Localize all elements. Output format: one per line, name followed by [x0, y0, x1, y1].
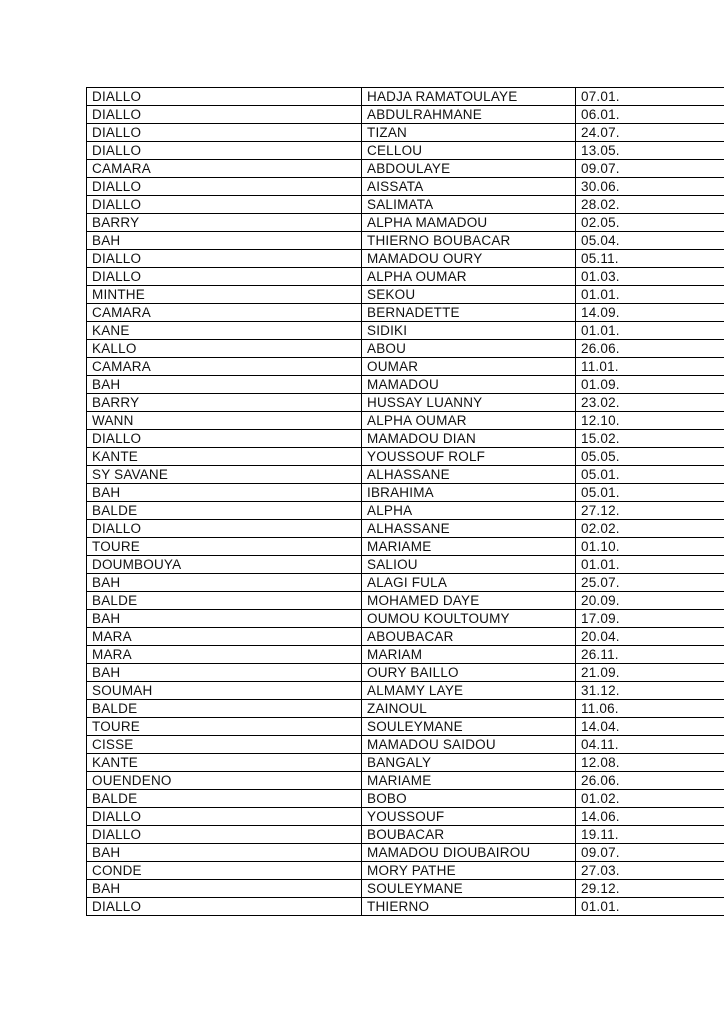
date-cell: 12.08.: [576, 754, 724, 772]
date-cell: 01.02.: [576, 790, 724, 808]
table-row: [87, 196, 724, 214]
table-row: [87, 610, 724, 628]
last-name-cell: BAH: [87, 880, 362, 898]
date-cell: 05.11.: [576, 250, 724, 268]
first-name-cell: BOBO: [362, 790, 576, 808]
first-name-cell: ABOUBACAR: [362, 628, 576, 646]
table-row: [87, 394, 724, 412]
last-name-cell: DIALLO: [87, 178, 362, 196]
last-name-cell: DIALLO: [87, 142, 362, 160]
last-name-cell: BALDE: [87, 502, 362, 520]
first-name-cell: THIERNO BOUBACAR: [362, 232, 576, 250]
date-cell: 20.04.: [576, 628, 724, 646]
first-name-cell: BANGALY: [362, 754, 576, 772]
first-name-cell: CELLOU: [362, 142, 576, 160]
first-name-cell: IBRAHIMA: [362, 484, 576, 502]
last-name-cell: DIALLO: [87, 826, 362, 844]
first-name-cell: MAMADOU: [362, 376, 576, 394]
first-name-cell: ABDOULAYE: [362, 160, 576, 178]
first-name-cell: YOUSSOUF ROLF: [362, 448, 576, 466]
last-name-cell: SOUMAH: [87, 682, 362, 700]
last-name-cell: BALDE: [87, 700, 362, 718]
date-cell: 01.09.: [576, 376, 724, 394]
first-name-cell: SIDIKI: [362, 322, 576, 340]
first-name-cell: MAMADOU DIOUBAIROU: [362, 844, 576, 862]
date-cell: 05.01.: [576, 466, 724, 484]
date-cell: 09.07.: [576, 844, 724, 862]
table-row: [87, 646, 724, 664]
date-cell: 12.10.: [576, 412, 724, 430]
table-row: [87, 718, 724, 736]
first-name-cell: SOULEYMANE: [362, 880, 576, 898]
first-name-cell: ALAGI FULA: [362, 574, 576, 592]
first-name-cell: ZAINOUL: [362, 700, 576, 718]
last-name-cell: DIALLO: [87, 250, 362, 268]
date-cell: 26.06.: [576, 772, 724, 790]
table-row: [87, 232, 724, 250]
last-name-cell: BAH: [87, 484, 362, 502]
date-cell: 05.01.: [576, 484, 724, 502]
first-name-cell: ALPHA OUMAR: [362, 412, 576, 430]
date-cell: 07.01.: [576, 88, 724, 106]
first-name-cell: MARIAME: [362, 772, 576, 790]
last-name-cell: BAH: [87, 664, 362, 682]
date-cell: 02.05.: [576, 214, 724, 232]
last-name-cell: BARRY: [87, 214, 362, 232]
table-row: [87, 754, 724, 772]
date-cell: 21.09.: [576, 664, 724, 682]
table-row: [87, 574, 724, 592]
last-name-cell: BARRY: [87, 394, 362, 412]
last-name-cell: DIALLO: [87, 106, 362, 124]
last-name-cell: KANTE: [87, 448, 362, 466]
first-name-cell: ALPHA OUMAR: [362, 268, 576, 286]
last-name-cell: BAH: [87, 610, 362, 628]
first-name-cell: AISSATA: [362, 178, 576, 196]
first-name-cell: THIERNO: [362, 898, 576, 916]
table-row: [87, 484, 724, 502]
table-row: [87, 88, 724, 106]
last-name-cell: BAH: [87, 844, 362, 862]
last-name-cell: MINTHE: [87, 286, 362, 304]
last-name-cell: SY SAVANE: [87, 466, 362, 484]
first-name-cell: HADJA RAMATOULAYE: [362, 88, 576, 106]
first-name-cell: MORY PATHE: [362, 862, 576, 880]
last-name-cell: BALDE: [87, 790, 362, 808]
table-row: [87, 862, 724, 880]
table-row: [87, 682, 724, 700]
date-cell: 19.11.: [576, 826, 724, 844]
date-cell: 15.02.: [576, 430, 724, 448]
date-cell: 05.05.: [576, 448, 724, 466]
table-row: [87, 502, 724, 520]
table-row: [87, 556, 724, 574]
date-cell: 11.06.: [576, 700, 724, 718]
first-name-cell: ALPHA MAMADOU: [362, 214, 576, 232]
date-cell: 23.02.: [576, 394, 724, 412]
last-name-cell: DIALLO: [87, 124, 362, 142]
first-name-cell: YOUSSOUF: [362, 808, 576, 826]
table-row: [87, 844, 724, 862]
table-row: [87, 124, 724, 142]
last-name-cell: DIALLO: [87, 430, 362, 448]
last-name-cell: BAH: [87, 376, 362, 394]
date-cell: 06.01.: [576, 106, 724, 124]
table-row: [87, 664, 724, 682]
last-name-cell: CAMARA: [87, 160, 362, 178]
table-row: [87, 376, 724, 394]
last-name-cell: MARA: [87, 646, 362, 664]
table-row: [87, 736, 724, 754]
date-cell: 01.03.: [576, 268, 724, 286]
first-name-cell: BOUBACAR: [362, 826, 576, 844]
date-cell: 31.12.: [576, 682, 724, 700]
last-name-cell: CONDE: [87, 862, 362, 880]
names-table-body: [87, 88, 724, 916]
table-row: [87, 304, 724, 322]
table-row: [87, 268, 724, 286]
date-cell: 11.01.: [576, 358, 724, 376]
first-name-cell: ALMAMY LAYE: [362, 682, 576, 700]
table-row: [87, 700, 724, 718]
table-row: [87, 178, 724, 196]
last-name-cell: BAH: [87, 574, 362, 592]
date-cell: 29.12.: [576, 880, 724, 898]
date-cell: 27.03.: [576, 862, 724, 880]
names-table: [86, 87, 724, 916]
date-cell: 26.06.: [576, 340, 724, 358]
date-cell: 14.06.: [576, 808, 724, 826]
date-cell: 01.01.: [576, 286, 724, 304]
first-name-cell: MAMADOU SAIDOU: [362, 736, 576, 754]
date-cell: 09.07.: [576, 160, 724, 178]
first-name-cell: HUSSAY LUANNY: [362, 394, 576, 412]
date-cell: 24.07.: [576, 124, 724, 142]
last-name-cell: CISSE: [87, 736, 362, 754]
first-name-cell: MARIAM: [362, 646, 576, 664]
table-row: [87, 790, 724, 808]
first-name-cell: MOHAMED DAYE: [362, 592, 576, 610]
last-name-cell: DIALLO: [87, 898, 362, 916]
date-cell: 01.01.: [576, 322, 724, 340]
first-name-cell: OUMAR: [362, 358, 576, 376]
date-cell: 05.04.: [576, 232, 724, 250]
table-row: [87, 826, 724, 844]
date-cell: 28.02.: [576, 196, 724, 214]
first-name-cell: TIZAN: [362, 124, 576, 142]
date-cell: 20.09.: [576, 592, 724, 610]
first-name-cell: MAMADOU OURY: [362, 250, 576, 268]
first-name-cell: ABOU: [362, 340, 576, 358]
table-row: [87, 880, 724, 898]
last-name-cell: KANE: [87, 322, 362, 340]
first-name-cell: ALPHA: [362, 502, 576, 520]
table-row: [87, 412, 724, 430]
last-name-cell: BALDE: [87, 592, 362, 610]
last-name-cell: MARA: [87, 628, 362, 646]
last-name-cell: KANTE: [87, 754, 362, 772]
date-cell: 01.01.: [576, 898, 724, 916]
first-name-cell: MARIAME: [362, 538, 576, 556]
first-name-cell: ALHASSANE: [362, 520, 576, 538]
table-row: [87, 466, 724, 484]
last-name-cell: DIALLO: [87, 268, 362, 286]
first-name-cell: SALIMATA: [362, 196, 576, 214]
table-row: [87, 592, 724, 610]
table-row: [87, 520, 724, 538]
date-cell: 27.12.: [576, 502, 724, 520]
table-row: [87, 286, 724, 304]
table-row: [87, 160, 724, 178]
table-row: [87, 358, 724, 376]
table-row: [87, 538, 724, 556]
table-row: [87, 898, 724, 916]
last-name-cell: OUENDENO: [87, 772, 362, 790]
last-name-cell: DIALLO: [87, 808, 362, 826]
first-name-cell: OURY BAILLO: [362, 664, 576, 682]
last-name-cell: BAH: [87, 232, 362, 250]
last-name-cell: DIALLO: [87, 88, 362, 106]
first-name-cell: MAMADOU DIAN: [362, 430, 576, 448]
date-cell: 01.01.: [576, 556, 724, 574]
last-name-cell: KALLO: [87, 340, 362, 358]
first-name-cell: SEKOU: [362, 286, 576, 304]
first-name-cell: OUMOU KOULTOUMY: [362, 610, 576, 628]
table-row: [87, 106, 724, 124]
table-row: [87, 772, 724, 790]
date-cell: 17.09.: [576, 610, 724, 628]
date-cell: 01.10.: [576, 538, 724, 556]
table-row: [87, 340, 724, 358]
first-name-cell: BERNADETTE: [362, 304, 576, 322]
last-name-cell: TOURE: [87, 538, 362, 556]
first-name-cell: ALHASSANE: [362, 466, 576, 484]
last-name-cell: DIALLO: [87, 196, 362, 214]
date-cell: 30.06.: [576, 178, 724, 196]
table-row: [87, 808, 724, 826]
date-cell: 14.04.: [576, 718, 724, 736]
table-row: [87, 250, 724, 268]
last-name-cell: DOUMBOUYA: [87, 556, 362, 574]
date-cell: 14.09.: [576, 304, 724, 322]
first-name-cell: SALIOU: [362, 556, 576, 574]
last-name-cell: TOURE: [87, 718, 362, 736]
last-name-cell: WANN: [87, 412, 362, 430]
table-row: [87, 214, 724, 232]
last-name-cell: CAMARA: [87, 358, 362, 376]
table-row: [87, 448, 724, 466]
table-row: [87, 142, 724, 160]
table-row: [87, 628, 724, 646]
date-cell: 04.11.: [576, 736, 724, 754]
table-row: [87, 430, 724, 448]
date-cell: 26.11.: [576, 646, 724, 664]
first-name-cell: SOULEYMANE: [362, 718, 576, 736]
last-name-cell: DIALLO: [87, 520, 362, 538]
date-cell: 13.05.: [576, 142, 724, 160]
table-row: [87, 322, 724, 340]
last-name-cell: CAMARA: [87, 304, 362, 322]
date-cell: 02.02.: [576, 520, 724, 538]
date-cell: 25.07.: [576, 574, 724, 592]
first-name-cell: ABDULRAHMANE: [362, 106, 576, 124]
